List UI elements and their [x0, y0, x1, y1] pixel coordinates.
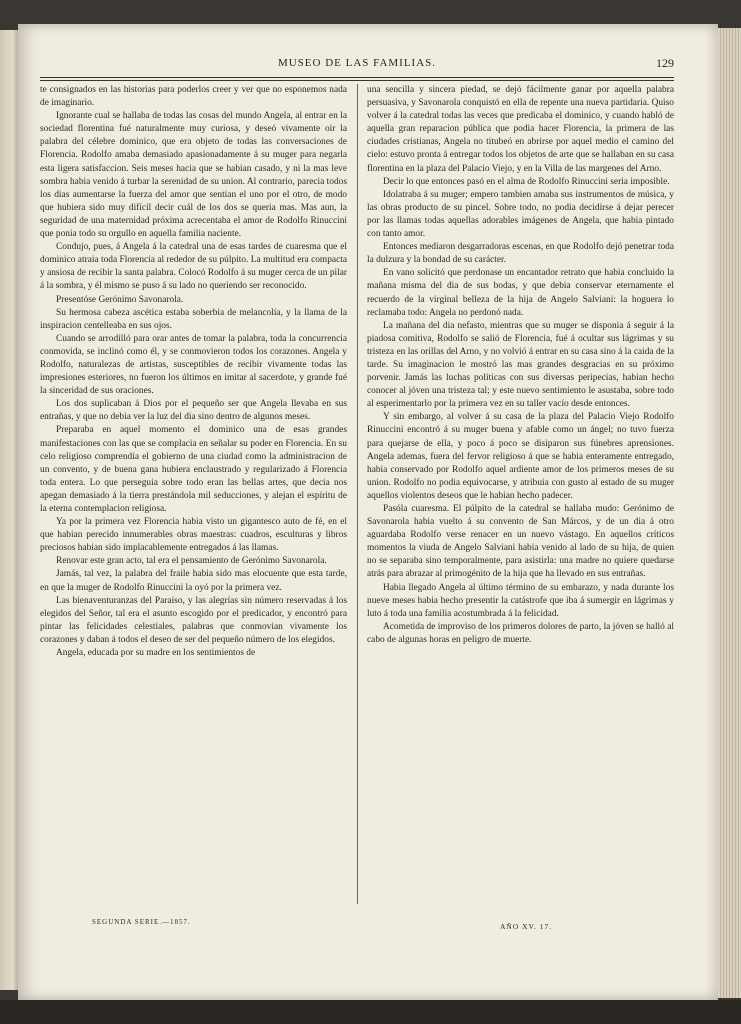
paragraph: Y sin embargo, al volver á su casa de la plaza del Palacio Viejo Rodolfo Rinuccini encontró á su muger buena y afable como un ángel; no tuvo fuerza para quejarse de ella, y poco á poco se disiparon sus fúnebres aprensiones. Angela ademas, fuera del fervor religioso á que se habia enteramente entregado, habia conservado por Rodolfo aquel ardiente amor de los primeros meses de su union. Rodolfo no podia equivocarse, y atribuia con gusto al estado de su muger aquellos violentos deseos que le habian hecho padecer.	[367, 412, 674, 501]
paragraph: En vano solicitó que perdonase un encantador retrato que habia concluido la mañana misma del dia de sus bodas, y que debia conservar eternamente el recuerdo de la virginal belleza de la hija de Angelo Salviani: la hoguera lo reclamaba todo: Angela no perdonó nada.	[367, 268, 674, 318]
left-column	[40, 84, 347, 910]
paragraph: Acometida de improviso de los primeros dolores de parto, la jóven se halló al cabo de algunas horas en peligro de muerte.	[367, 621, 674, 645]
paragraph: Ya por la primera vez Florencia habia visto un gigantesco auto de fé, en el que habian perecido innumerables obras maestras: cuadros, esculturas y libros preciosos habian sido implacablemente entregados á las llamas.	[40, 517, 347, 554]
header-rule	[40, 77, 674, 78]
paragraph: Su hermosa cabeza ascética estaba soberbia de melancolía, y la llama de la inspiracion centelleaba en sus ojos.	[40, 307, 347, 331]
page-number: 129	[656, 56, 674, 70]
paragraph: Preparaba en aquel momento el dominico una de esas grandes manifestaciones con las que se complacia en señalar su poder en Florencia. En su celo religioso comprendía el gobierno de una ciudad como la administracion de un convento, y de buena gana hubiera enclaustrado y regularizado á Florencia toda entera. Lo que perseguia sobre todo eran las bellas artes, que decia nos apegan demasiado á la tierra prestándola mil seducciones, y alejan el espíritu de la eterna contemplacion religiosa.	[40, 425, 347, 514]
paragraph: Decir lo que entonces pasó en el alma de Rodolfo Rinuccini seria imposible.	[383, 176, 670, 187]
paragraph: Pasóla cuaresma. El púlpito de la catedral se hallaba mudo: Gerónimo de Savonarola habia vuelto á su convento de San Márcos, y de un dia á otro aguardaba Rodolfo verse renacer en un nuevo vástago. En aquellos críticos momentos la viuda de Angelo Salviani habia venido al lado de su hija, de quien no se separaba sino temporalmente, para asistirla: una madre no quiere quedarse atrás para abrazar al primogénito de la hija que ha llevado en sus entrañas.	[367, 504, 674, 580]
paragraph: Los dos suplicaban á Dios por el pequeño ser que Angela llevaba en sus entrañas, y que no debia ver la luz del dia sino dentro de algunos meses.	[40, 399, 347, 423]
paragraph: te consignados en las historias para poderlos creer y ver que no esponemos nada de imaginario.	[40, 85, 347, 109]
paragraph: Entonces mediaron desgarradoras escenas, en que Rodolfo dejó penetrar toda la dulzura y la bondad de su carácter.	[367, 242, 674, 266]
page-stack-edge	[718, 28, 741, 998]
right-column	[367, 84, 674, 910]
header-rule-double	[40, 80, 674, 81]
paragraph: una sencilla y sincera piedad, se dejó fácilmente ganar por aquella palabra persuasiva, y Savonarola conquistó en ella de repente una nueva partidaria. Quiso volver á la catedral todas las veces que predicaba el dominico, y cuando habló de aquella gran reparacion pública que podia hacer Florencia, la primera de las ciudades cristianas, Angela no titubeó en abrirse por aquel medio el camino del cielo: estuvo pronta á entregar todos los objetos de arte que se hallaban en su casa florentina en la plaza del Palacio Viejo, y en la Villa de las margenes del Arno.	[367, 85, 674, 174]
paragraph: Renovar este gran acto, tal era el pensamiento de Gerónimo Savonarola.	[56, 556, 327, 567]
column-divider	[357, 84, 358, 904]
paragraph: Angela, educada por su madre en los sentimientos de	[56, 648, 256, 659]
paragraph: Habia llegado Angela al último término de su embarazo, y nada durante los nueve meses habia hecho presentir la catástrofe que iba á sumergir en lágrimas y luto á toda una familia acostumbrada á la felicidad.	[367, 582, 674, 619]
footer-series: SEGUNDA SERIE.—1857.	[92, 918, 191, 926]
paragraph: Idolatraba á su muger; empero tambien amaba sus instrumentos de música, y las obras producto de su pincel. Sobre todo, no podia decidirse á dejar perecer por las llamas todas aquellas adorables imágenes de Angela, que habia pintado con tanto amor.	[367, 189, 674, 240]
paragraph: Presentóse Gerónimo Savonarola.	[56, 294, 184, 305]
running-title: MUSEO DE LAS FAMILIAS.	[277, 57, 437, 69]
paragraph: Condujo, pues, á Angela á la catedral una de esas tardes de cuaresma que el dominico atraia toda Florencia al rededor de su púlpito. La multitud era compacta y ansiosa de recibir la santa palabra. Colocó Rodolfo á su muger cerca de un pilar á la sombra, y él mismo se puso á su lado no queriendo ser reconocido.	[40, 242, 347, 292]
footer-signature: AÑO XV. 17.	[500, 922, 553, 931]
facing-page-edge	[0, 30, 18, 990]
paragraph: La mañana del dia nefasto, mientras que su muger se disponia á seguir á la piadosa comitiva, Rodolfo se salió de Florencia, fué á ocultar sus lágrimas y su tristeza en las orillas del Arno, y no volvió á entrar en su casa sino á la caida de la tarde. Su imaginacion le mostró las mas grandes desgracias en su próximo porvenir. Jamás las luchas políticas con sus diversas peripecias, habian hecho conocer al jóven una tristeza tal; y este nuevo sentimiento le asustaba, sobre todo al esperimentarlo por la primera vez en su taller vacío desde entonces.	[367, 320, 674, 410]
scan-background	[0, 1000, 741, 1024]
paragraph: Jamás, tal vez, la palabra del fraile habia sido mas elocuente que esta tarde, en que la muger de Rodolfo Rinuccini la oyó por la primera vez.	[40, 569, 347, 593]
paragraph: Las bienaventuranzas del Paraiso, y las alegrías sin número reservadas á los elegidos del Señor, tal era el asunto escogido por el predicador, y encontró para pintar las felicidades celestiales, palabras que conmovian vivamente los corazones y daban á todos el deseo de ser del pequeño número de los elegidos.	[40, 595, 347, 645]
paragraph: Ignorante cual se hallaba de todas las cosas del mundo Angela, al entrar en la sociedad florentina fué naturalmente muy curiosa, y deseó vivamente oir la palabra del célebre dominico, que era objeto de todas las conversaciones de Florencia. Rodolfo amaba demasiado apasionadamente á su muger para negarla esta ligera satisfaccion. Seis meses hacia que se habian casado, y ni la mas leve sombra habia venido á turbar la serenidad de su union. Al contrario, parecia todos los dias aumentarse la fuerza del amor que sentian el uno por el otro, de modo que hubiera sido muy difícil decir cuál de los dos se queria mas. Mas aun, la seguridad de una maternidad próxima acrecentaba el amor de Rodolfo Rinuccini que ponia todo su orgullo en aquella familia naciente.	[40, 111, 347, 240]
running-header	[40, 57, 674, 87]
paragraph: Cuando se arrodilló para orar antes de tomar la palabra, toda la concurrencia conmovida, se inclinó como él, y se conmovieron todos los corazones. Angela y Rodolfo, naturalezas de artistas, susceptibles de recibir vivamente todas las impresiones esteriores, no fueron los últimos en imitar al sacerdote, y grande fué la sinceridad de sus oraciones.	[40, 333, 347, 397]
